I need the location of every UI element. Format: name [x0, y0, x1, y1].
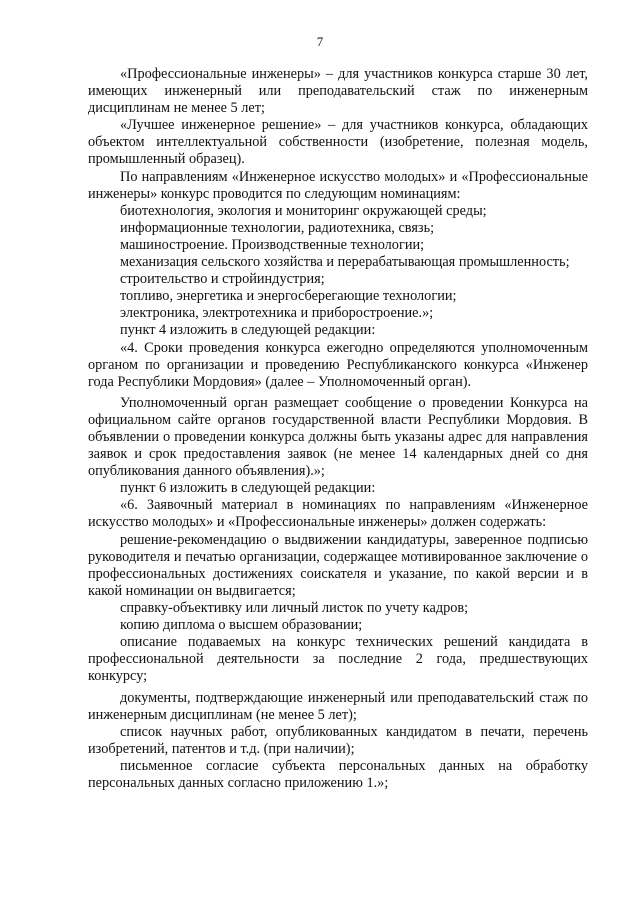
list-item: список научных работ, опубликованных кандидатом в печати, перечень изобретений, патентов и т.д. (при наличии);	[88, 724, 588, 758]
list-item: биотехнология, экология и мониторинг окружающей среды;	[120, 202, 487, 219]
paragraph: пункт 6 изложить в следующей редакции:	[120, 480, 376, 497]
list-item: механизация сельского хозяйства и перерабатывающая промышленность;	[120, 254, 570, 271]
paragraph: «Лучшее инженерное решение» – для участников конкурса, обладающих объектом интеллектуальной собственности (изобретение, полезная модель, промышленный образец).	[88, 117, 588, 168]
paragraph: пункт 4 изложить в следующей редакции:	[120, 322, 376, 339]
paragraph: Уполномоченный орган размещает сообщение о проведении Конкурса на официальном сайте органов государственной власти Республики Мордовия. В объявлении о проведении конкурса должны быть указаны адрес для направления заявок и срок предоставления заявок (не менее 14 календарных дней со дня опубликования данного объявления).»;	[88, 394, 588, 480]
paragraph: «4. Сроки проведения конкурса ежегодно определяются уполномоченным органом по организации и проведению Республиканского конкурса «Инженер года Республики Мордовия» (далее – Уполномоченный орган).	[88, 339, 588, 390]
list-item: документы, подтверждающие инженерный или преподавательский стаж по инженерным дисциплинам (не менее 5 лет);	[88, 689, 588, 723]
list-item: строительство и стройиндустрия;	[120, 271, 325, 288]
list-item: машиностроение. Производственные технологии;	[120, 236, 425, 253]
paragraph: По направлениям «Инженерное искусство молодых» и «Профессиональные инженеры» конкурс проводится по следующим номинациям:	[88, 168, 588, 202]
list-item: письменное согласие субъекта персональных данных на обработку персональных данных согласно приложению 1.»;	[88, 758, 588, 792]
list-item: электроника, электротехника и приборостроение.»;	[120, 305, 434, 322]
paragraph: «Профессиональные инженеры» – для участников конкурса старше 30 лет, имеющих инженерный или преподавательский стаж по инженерным дисциплинам не менее 5 лет;	[88, 66, 588, 117]
list-item: информационные технологии, радиотехника, связь;	[120, 219, 435, 236]
page-number: 7	[316, 34, 324, 49]
paragraph: «6. Заявочный материал в номинациях по направлениям «Инженерное искусство молодых» и «Профессиональные инженеры» должен содержать:	[88, 497, 588, 531]
list-item: описание подаваемых на конкурс технических решений кандидата в профессиональной деятельности за последние 2 года, предшествующих конкурсу;	[88, 634, 588, 685]
list-item: решение-рекомендацию о выдвижении кандидатуры, заверенное подписью руководителя и печатью организации, содержащее мотивированное заключение о профессиональных достижениях соискателя и указание, по какой версии и в какой номинации он выдвигается;	[88, 531, 588, 599]
list-item: копию диплома о высшем образовании;	[120, 617, 363, 633]
document-body	[88, 66, 588, 792]
list-item: справку-объективку или личный листок по учету кадров;	[120, 599, 469, 616]
list-item: топливо, энергетика и энергосберегающие технологии;	[120, 288, 457, 305]
